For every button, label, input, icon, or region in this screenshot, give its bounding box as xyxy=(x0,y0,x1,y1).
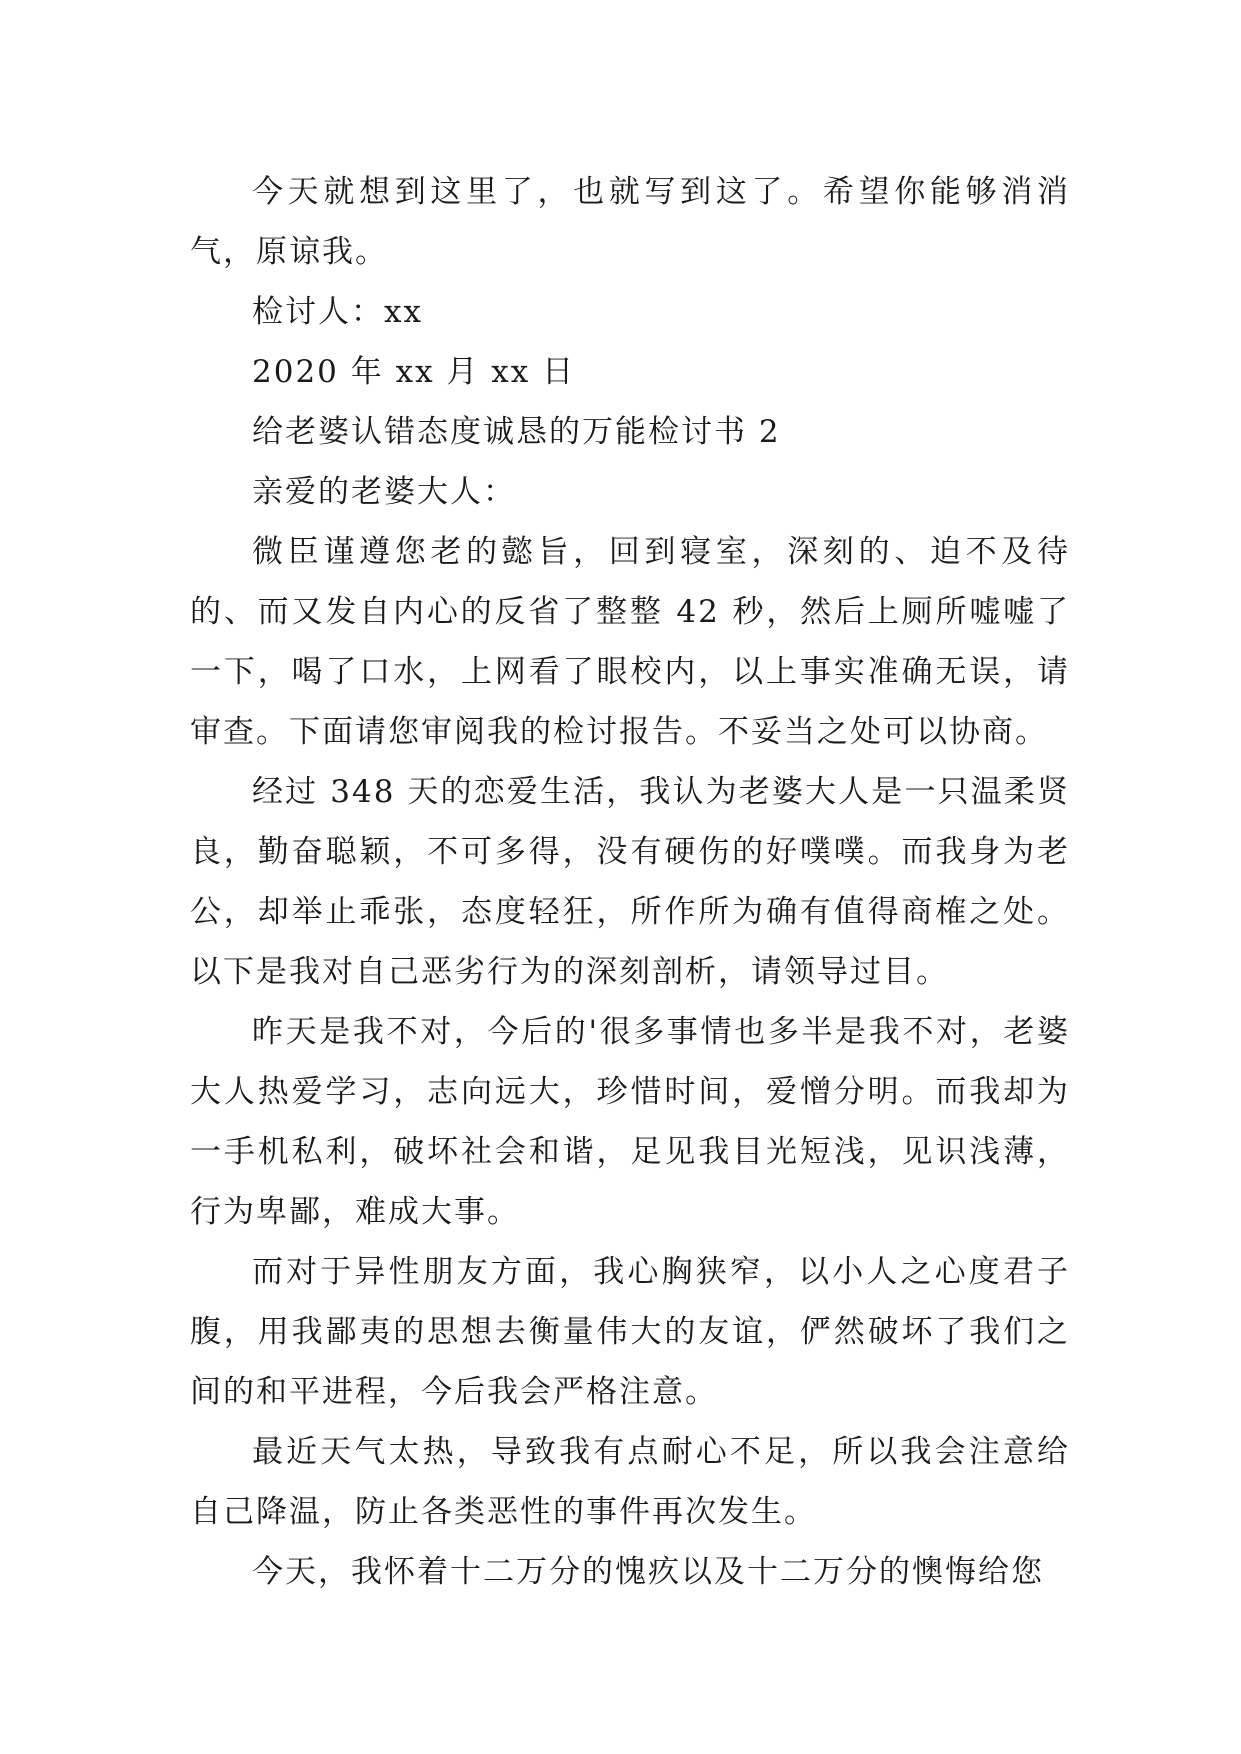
paragraph-body: 而对于异性朋友方面，我心胸狭窄，以小人之心度君子腹，用我鄙夷的思想去衡量伟大的友谊，俨然破坏了我们之间的和平进程，今后我会严格注意。 xyxy=(190,1254,1070,1410)
paragraph-body: 经过 348 天的恋爱生活，我认为老婆大人是一只温柔贤良，勤奋聪颖，不可多得，没有硬伤的好噗噗。而我身为老公，却举止乖张，态度轻狂，所作所为确有值得商榷之处。以下是我对自己恶劣行为的深刻剖析，请领导过目。 xyxy=(190,774,1070,990)
paragraph-date: 2020 年 xx 月 xx 日 xyxy=(252,354,576,390)
document-body xyxy=(190,162,1070,1602)
paragraph-body: 昨天是我不对，今后的'很多事情也多半是我不对，老婆大人热爱学习，志向远大，珍惜时间，爱憎分明。而我却为一手机私利，破坏社会和谐，足见我目光短浅，见识浅薄，行为卑鄙，难成大事。 xyxy=(190,1014,1070,1230)
paragraph-body: 微臣谨遵您老的懿旨，回到寝室，深刻的、迫不及待的、而又发自内心的反省了整整 42 秒，然后上厕所嘘嘘了一下，喝了口水，上网看了眼校内，以上事实准确无误，请审查。下面请您审阅我的检讨报告。不妥当之处可以协商。 xyxy=(190,534,1070,750)
paragraph-body: 今天，我怀着十二万分的愧疚以及十二万分的懊悔给您 xyxy=(252,1554,1044,1590)
paragraph-heading: 给老婆认错态度诚恳的万能检讨书 2 xyxy=(252,414,781,450)
paragraph-body: 最近天气太热，导致我有点耐心不足，所以我会注意给自己降温，防止各类恶性的事件再次发生。 xyxy=(190,1434,1070,1530)
paragraph-closing: 今天就想到这里了，也就写到这了。希望你能够消消气，原谅我。 xyxy=(190,174,1070,270)
paragraph-salutation: 亲爱的老婆大人： xyxy=(252,474,516,510)
paragraph-signer: 检讨人：xx xyxy=(252,294,423,330)
